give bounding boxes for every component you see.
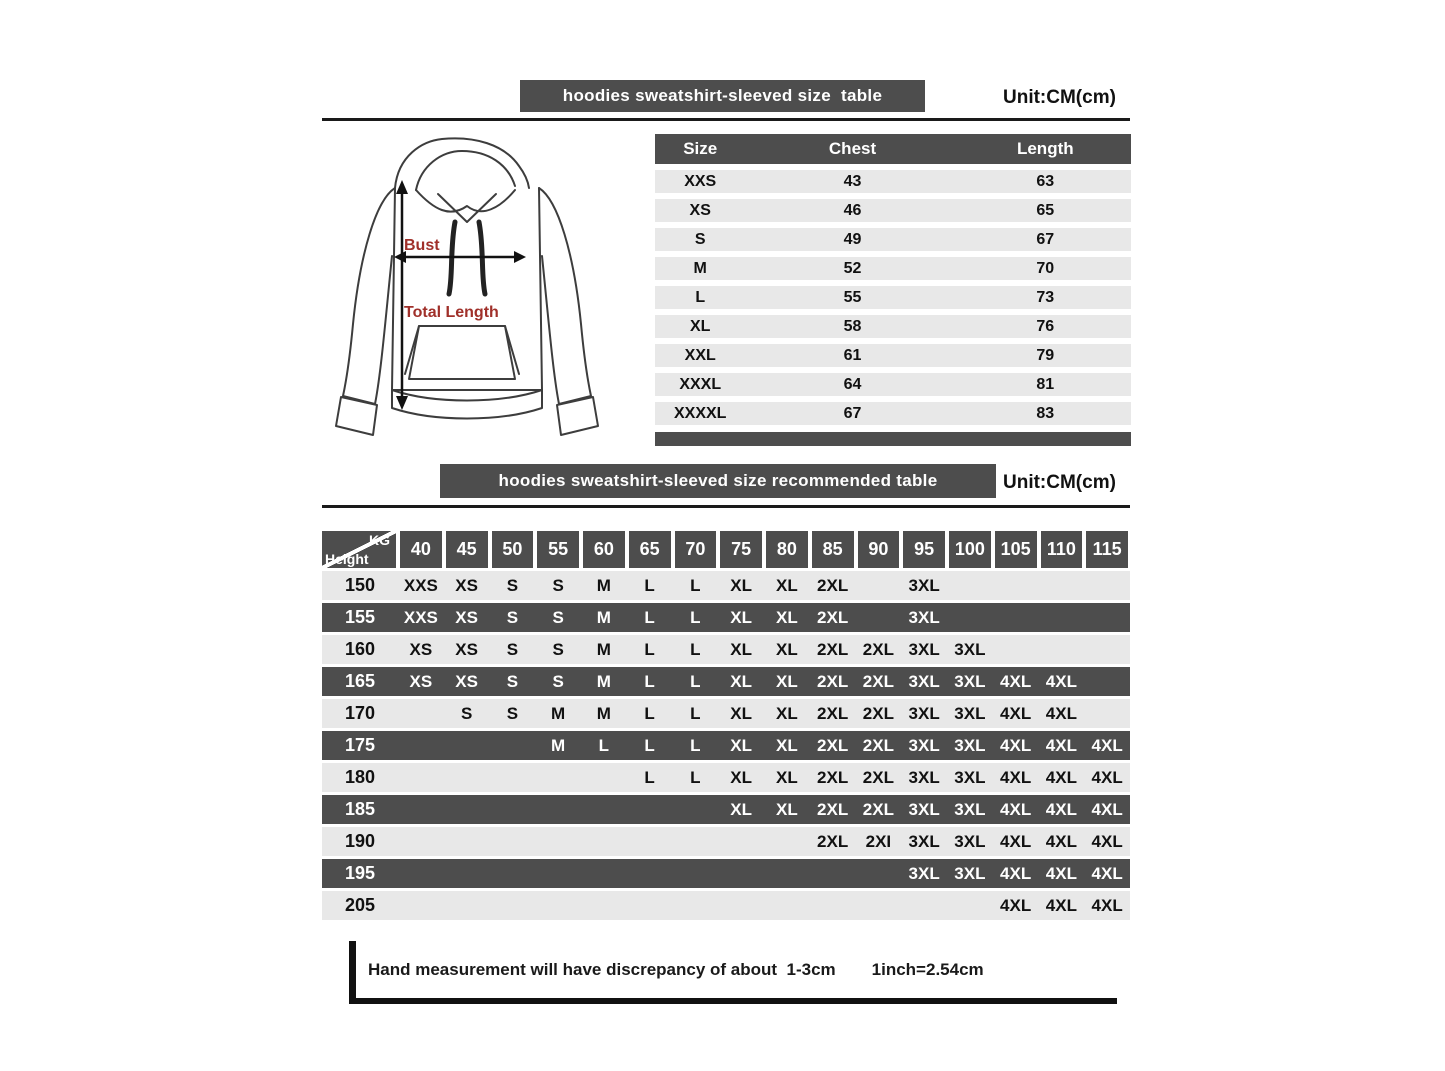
- matrix-size-cell: L: [644, 639, 655, 659]
- size-table-cell: 79: [1036, 346, 1055, 364]
- matrix-size-cell: 4XL: [1045, 831, 1077, 851]
- matrix-size-cell: XL: [730, 575, 752, 595]
- matrix-weight-header: 95: [903, 531, 945, 568]
- hoodie-pocket: [409, 326, 515, 379]
- hoodie-diagram: [322, 136, 614, 458]
- matrix-size-cell: 2XL: [817, 671, 849, 691]
- matrix-size-cell: 4XL: [1000, 863, 1032, 883]
- matrix-size-cell: 2XL: [817, 767, 849, 787]
- size-table-row: [655, 373, 1131, 396]
- size-table-cell: 73: [1036, 288, 1055, 306]
- matrix-size-cell: 4XL: [1045, 703, 1077, 723]
- matrix-size-cell: M: [596, 607, 611, 627]
- matrix-size-cell: S: [460, 703, 473, 723]
- matrix-row: [322, 635, 1130, 664]
- matrix-size-cell: S: [506, 639, 519, 659]
- matrix-size-cell: 2XL: [862, 735, 894, 755]
- hoodie-body: [392, 188, 542, 390]
- matrix-header-row: [322, 531, 1130, 568]
- matrix-size-cell: 3XL: [954, 671, 986, 691]
- matrix-size-cell: 2XL: [817, 607, 849, 627]
- matrix-size-cell: 3XL: [908, 863, 940, 883]
- matrix-size-cell: 3XL: [908, 703, 940, 723]
- size-table-body: [655, 170, 1131, 425]
- size-table-cell: 76: [1036, 317, 1055, 335]
- matrix-size-cell: XL: [776, 735, 798, 755]
- matrix-height-label: 160: [344, 639, 376, 659]
- matrix-size-cell: XS: [455, 671, 478, 691]
- matrix-row: [322, 763, 1130, 792]
- footnote-block: [349, 941, 1117, 1004]
- matrix-size-cell: 4XL: [1045, 799, 1077, 819]
- matrix-size-cell: 4XL: [1091, 895, 1123, 915]
- size-table-cell: XXS: [684, 172, 717, 190]
- size-table-row: [655, 315, 1131, 338]
- matrix-size-cell: L: [690, 735, 701, 755]
- size-table-row: [655, 257, 1131, 280]
- matrix-weight-header: 80: [766, 531, 808, 568]
- matrix-size-cell: XL: [776, 639, 798, 659]
- size-table-column-header: Length: [1016, 139, 1074, 158]
- size-table-cell: 67: [1036, 230, 1055, 248]
- matrix-size-cell: 4XL: [1091, 863, 1123, 883]
- matrix-size-cell: M: [551, 735, 566, 755]
- matrix-weight-header: 45: [446, 531, 488, 568]
- size-table-column-header: Chest: [828, 139, 877, 158]
- matrix-size-cell: 2XL: [817, 703, 849, 723]
- size-table-cell: 64: [843, 375, 862, 393]
- hoodie-collar: [416, 190, 515, 212]
- matrix-size-cell: L: [644, 735, 655, 755]
- matrix-size-cell: L: [644, 767, 655, 787]
- matrix-size-cell: S: [552, 639, 564, 659]
- table1-title: hoodies sweatshirt-sleeved size table: [520, 80, 925, 112]
- matrix-size-cell: 2XL: [817, 575, 849, 595]
- matrix-size-cell: XL: [776, 703, 798, 723]
- matrix-height-label: 205: [344, 895, 376, 915]
- matrix-size-cell: 4XL: [1000, 895, 1032, 915]
- matrix-size-cell: L: [644, 703, 655, 723]
- matrix-size-cell: M: [596, 575, 611, 595]
- matrix-size-cell: M: [596, 703, 611, 723]
- matrix-size-cell: XL: [776, 767, 798, 787]
- matrix-size-cell: 3XL: [908, 767, 940, 787]
- matrix-weight-header: 75: [720, 531, 762, 568]
- matrix-size-cell: 2XL: [817, 831, 849, 851]
- matrix-size-cell: XL: [776, 671, 798, 691]
- bust-label: Bust: [404, 237, 440, 254]
- size-table-cell: M: [693, 259, 707, 277]
- size-table-cell: 58: [843, 317, 862, 335]
- matrix-size-cell: XS: [455, 575, 478, 595]
- matrix-row: [322, 731, 1130, 760]
- matrix-weight-header: 105: [995, 531, 1037, 568]
- matrix-size-cell: XS: [409, 671, 433, 691]
- hoodie-hood-inner: [416, 151, 515, 190]
- matrix-size-cell: 2XL: [862, 799, 894, 819]
- matrix-size-cell: 3XL: [908, 575, 940, 595]
- size-table-cell: XXL: [684, 346, 716, 364]
- size-table-cell: 67: [843, 404, 862, 422]
- matrix-size-cell: 3XL: [908, 735, 940, 755]
- matrix-size-cell: 4XL: [1091, 735, 1123, 755]
- matrix-size-cell: XS: [409, 639, 433, 659]
- size-table-cell: 70: [1036, 259, 1055, 277]
- matrix-size-cell: 3XL: [908, 671, 940, 691]
- corner-kg-label: KG: [369, 532, 390, 548]
- matrix-size-cell: XL: [730, 799, 752, 819]
- matrix-size-cell: L: [690, 575, 701, 595]
- size-table-cell: XXXL: [679, 375, 722, 393]
- matrix-size-cell: 3XL: [908, 831, 940, 851]
- matrix-size-cell: 3XL: [954, 703, 986, 723]
- matrix-size-cell: 4XL: [1045, 863, 1077, 883]
- matrix-height-label: 180: [344, 767, 376, 787]
- matrix-size-cell: 3XL: [908, 799, 940, 819]
- matrix-size-cell: M: [596, 639, 611, 659]
- matrix-size-cell: 2XL: [862, 639, 894, 659]
- matrix-weight-header: 85: [812, 531, 854, 568]
- matrix-row: [322, 891, 1130, 920]
- size-table-row: [655, 199, 1131, 222]
- matrix-size-cell: 4XL: [1000, 767, 1032, 787]
- matrix-size-cell: S: [552, 671, 564, 691]
- size-table-header-row: [655, 134, 1131, 164]
- matrix-row: [322, 859, 1130, 888]
- matrix-weight-header: 115: [1086, 531, 1128, 568]
- size-measurement-table: [655, 134, 1131, 446]
- matrix-size-cell: 2XL: [817, 735, 849, 755]
- hoodie-hem-band: [392, 390, 542, 419]
- total-length-label: Total Length: [404, 304, 499, 321]
- matrix-weight-header: 55: [537, 531, 579, 568]
- matrix-size-cell: L: [690, 639, 701, 659]
- matrix-size-cell: 3XL: [954, 863, 986, 883]
- matrix-size-cell: XL: [730, 671, 752, 691]
- measurement-note: Hand measurement will have discrepancy of about 1-3cm: [368, 959, 836, 979]
- size-table-cell: 43: [843, 172, 862, 190]
- matrix-size-cell: 2XL: [862, 671, 894, 691]
- matrix-weight-header: 100: [949, 531, 991, 568]
- matrix-row: [322, 795, 1130, 824]
- matrix-size-cell: 4XL: [1000, 799, 1032, 819]
- size-table-cell: 52: [843, 259, 862, 277]
- matrix-size-cell: L: [690, 607, 701, 627]
- matrix-weight-header: 70: [675, 531, 717, 568]
- matrix-size-cell: 4XL: [1045, 671, 1077, 691]
- matrix-size-cell: L: [690, 671, 701, 691]
- matrix-size-cell: XS: [455, 639, 478, 659]
- matrix-size-cell: 4XL: [1045, 767, 1077, 787]
- matrix-size-cell: 2XL: [862, 703, 894, 723]
- matrix-size-cell: S: [506, 575, 519, 595]
- matrix-weight-header: 65: [629, 531, 671, 568]
- matrix-size-cell: 2XL: [817, 799, 849, 819]
- matrix-size-cell: 3XL: [954, 767, 986, 787]
- matrix-size-cell: 3XL: [908, 639, 940, 659]
- matrix-size-cell: 2XI: [865, 831, 892, 851]
- matrix-corner-cell: [322, 531, 396, 568]
- matrix-size-cell: 2XL: [862, 767, 894, 787]
- matrix-size-cell: XL: [730, 735, 752, 755]
- matrix-size-cell: L: [690, 767, 701, 787]
- matrix-size-cell: 4XL: [1000, 671, 1032, 691]
- size-table-cell: 46: [843, 201, 862, 219]
- hoodie-collar-v: [438, 194, 496, 222]
- matrix-size-cell: 4XL: [1000, 735, 1032, 755]
- matrix-size-cell: XXS: [403, 607, 438, 627]
- hoodie-left-sleeve: [343, 188, 395, 404]
- matrix-size-cell: L: [644, 671, 655, 691]
- matrix-size-cell: 3XL: [954, 735, 986, 755]
- matrix-size-cell: XL: [730, 703, 752, 723]
- matrix-size-cell: XL: [776, 799, 798, 819]
- matrix-size-cell: 3XL: [908, 607, 940, 627]
- size-table-cell: 83: [1036, 404, 1055, 422]
- size-table-cell: 81: [1036, 375, 1055, 393]
- matrix-size-cell: L: [690, 703, 701, 723]
- divider-line-1: [322, 118, 1130, 121]
- matrix-size-cell: XL: [776, 575, 798, 595]
- size-table-cell: 65: [1036, 201, 1055, 219]
- conversion-note: 1inch=2.54cm: [871, 959, 984, 979]
- hoodie-left-cuff: [336, 397, 377, 435]
- matrix-row: [322, 667, 1130, 696]
- matrix-height-label: 195: [344, 863, 376, 883]
- matrix-size-cell: 4XL: [1045, 895, 1077, 915]
- size-table-bottom-bar: [655, 432, 1131, 446]
- size-table-cell: L: [695, 288, 706, 306]
- matrix-size-cell: S: [552, 575, 564, 595]
- unit-label-1: Unit:CM(cm): [1003, 87, 1116, 108]
- matrix-row: [322, 571, 1130, 600]
- matrix-row: [322, 827, 1130, 856]
- corner-height-label: Height: [325, 551, 369, 567]
- matrix-size-cell: XL: [730, 639, 752, 659]
- matrix-row: [322, 699, 1130, 728]
- matrix-size-cell: S: [506, 671, 519, 691]
- matrix-size-cell: M: [551, 703, 566, 723]
- unit-label-2: Unit:CM(cm): [1003, 472, 1116, 493]
- matrix-size-cell: 4XL: [1000, 831, 1032, 851]
- matrix-row: [322, 603, 1130, 632]
- size-table-cell: 49: [843, 230, 862, 248]
- matrix-weight-header: 90: [858, 531, 900, 568]
- matrix-size-cell: S: [506, 703, 519, 723]
- hoodie-right-sleeve: [539, 188, 591, 404]
- matrix-size-cell: 3XL: [954, 831, 986, 851]
- matrix-height-label: 155: [344, 607, 376, 627]
- matrix-size-cell: L: [644, 575, 655, 595]
- matrix-size-cell: L: [598, 735, 610, 755]
- matrix-weight-header: 50: [492, 531, 534, 568]
- size-table-cell: 63: [1036, 172, 1055, 190]
- matrix-size-cell: L: [644, 607, 655, 627]
- size-table-cell: XL: [689, 317, 711, 335]
- matrix-weight-header: 110: [1041, 531, 1083, 568]
- matrix-height-label: 185: [344, 799, 376, 819]
- matrix-size-cell: M: [596, 671, 611, 691]
- size-table-cell: XS: [689, 201, 711, 219]
- matrix-size-cell: XXS: [403, 575, 438, 595]
- size-table-row: [655, 402, 1131, 425]
- matrix-height-label: 150: [344, 575, 376, 595]
- size-table-cell: 55: [843, 288, 862, 306]
- matrix-height-label: 190: [344, 831, 376, 851]
- matrix-size-cell: 3XL: [954, 799, 986, 819]
- matrix-size-cell: 4XL: [1045, 735, 1077, 755]
- matrix-size-cell: XL: [730, 607, 752, 627]
- matrix-size-cell: XL: [776, 607, 798, 627]
- matrix-height-label: 170: [344, 703, 376, 723]
- matrix-size-cell: 4XL: [1091, 831, 1123, 851]
- size-table-row: [655, 286, 1131, 309]
- matrix-weight-header: 60: [583, 531, 625, 568]
- matrix-weight-header: 40: [400, 531, 442, 568]
- size-table-cell: S: [694, 230, 706, 248]
- hoodie-hood-outer: [395, 138, 529, 188]
- size-recommendation-matrix: [322, 531, 1130, 920]
- divider-line-2: [322, 505, 1130, 508]
- size-table-row: [655, 228, 1131, 251]
- size-table-cell: 61: [843, 346, 862, 364]
- matrix-height-label: 165: [344, 671, 376, 691]
- matrix-size-cell: XS: [455, 607, 478, 627]
- matrix-size-cell: 4XL: [1091, 799, 1123, 819]
- matrix-size-cell: S: [506, 607, 519, 627]
- matrix-size-cell: XL: [730, 767, 752, 787]
- matrix-size-cell: 4XL: [1000, 703, 1032, 723]
- matrix-size-cell: 2XL: [817, 639, 849, 659]
- matrix-size-cell: 4XL: [1091, 767, 1123, 787]
- matrix-height-label: 175: [344, 735, 376, 755]
- table2-title: hoodies sweatshirt-sleeved size recommended table: [440, 464, 996, 498]
- size-table-row: [655, 344, 1131, 367]
- hoodie-right-cuff: [557, 397, 598, 435]
- size-table-column-header: Size: [683, 139, 718, 158]
- matrix-size-cell: S: [552, 607, 564, 627]
- size-table-cell: XXXXL: [673, 404, 727, 422]
- matrix-size-cell: 3XL: [954, 639, 986, 659]
- size-table-row: [655, 170, 1131, 193]
